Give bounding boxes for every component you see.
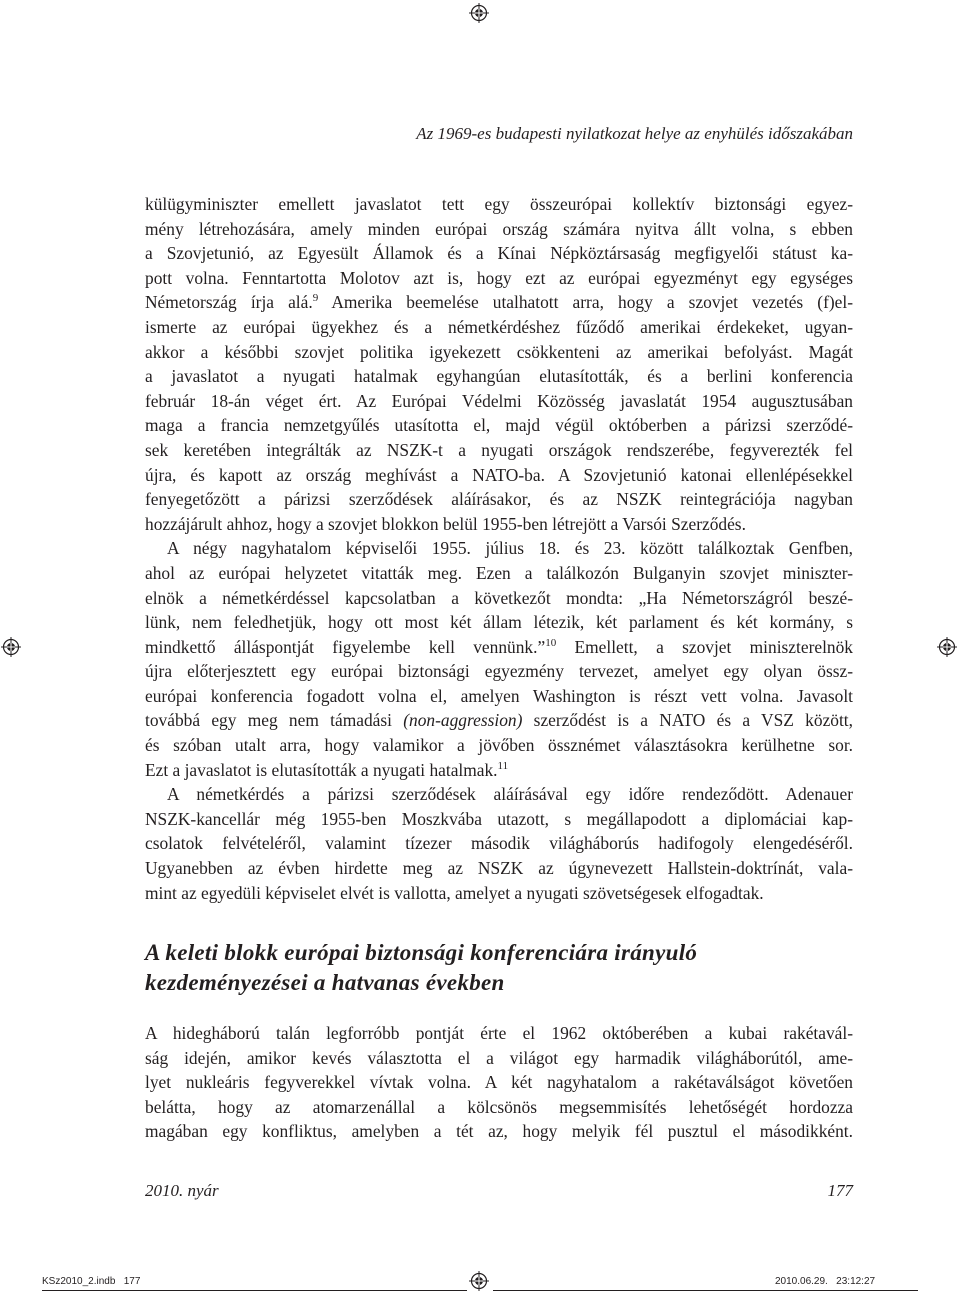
body-text — [145, 1021, 853, 1144]
text-line: elnök a németkérdéssel kapcsolatban a következőt mondta: „Ha Németországról beszé- — [145, 587, 853, 608]
text-line: újra, és kapott az ország meghívást a NATO-ba. A Szovjetunió katonai ellenlépésekkel — [145, 464, 853, 485]
footnote-ref: 9 — [312, 292, 319, 305]
text-line: akkor a későbbi szovjet politika igyekezett csökkenteni az amerikai befolyást. Magát — [145, 341, 853, 362]
text-line: A négy nagyhatalom képviselői 1955. július 18. és 23. között találkoztak Genfben, — [167, 538, 853, 559]
footnote-ref: 11 — [497, 759, 509, 772]
text-line: A hidegháború talán legforróbb pontját érte el 1962 októberében a kubai rakétavál- — [145, 1023, 853, 1043]
slug-date: 2010.06.29. 23:12:27 — [775, 1276, 876, 1287]
text-line: a Szovjetunió, az Egyesült Államok és a Kínai Népköztársaság megfigyelői státust ka- — [145, 243, 853, 264]
page-number: 177 — [827, 1181, 853, 1200]
text-line: február 18-án véget ért. Az Európai Védelmi Közösség javaslatát 1954 augusztusában — [145, 390, 853, 411]
text-line: magában egy konfliktus, amelyben a tét az, hogy melyik fél pusztul el másodikként. — [145, 1121, 853, 1142]
text-line: mény létrehozására, amely minden európai ország számára nyitva állt volna, s ebben — [145, 218, 853, 239]
text-segment: Németország írja alá. — [145, 292, 313, 313]
text-line: ismerte az európai ügyekhez és a németkérdéshez fűződő amerikai érdekeket, ugyan- — [145, 316, 853, 337]
registration-mark-icon — [937, 637, 957, 657]
text-line: NSZK-kancellár még 1955-ben Moszkvába utazott, s megállapodott a diplomáciai kap- — [145, 808, 853, 829]
text-line: csolatok felvételéről, valamint tízezer második világháborús hadifogoly elengedéséről. — [145, 833, 853, 854]
text-segment-italic: (non-aggression) — [403, 710, 523, 731]
text-line — [145, 290, 853, 315]
section-heading — [145, 938, 853, 998]
text-segment: továbbá egy meg nem támadási — [145, 710, 404, 731]
text-line: és szóban utalt arra, hogy valamikor a jövőben össznémet választásokra kerülhetne sor. — [145, 735, 853, 756]
text-line: mint az egyedüli képviselet elvét is vallotta, amelyet a nyugati szövetségesek elfogadtak. — [145, 882, 764, 903]
heading-line: kezdeményezései a hatvanas években — [145, 970, 505, 995]
body-text — [145, 192, 853, 905]
text-line: újra előterjesztett egy európai biztonsági egyezmény tervezet, amelyet egy olyan össz- — [145, 661, 853, 682]
running-header: Az 1969-es budapesti nyilatkozat helye az enyhülés időszakában — [416, 124, 853, 143]
text-line: ság idején, amikor kevés választotta el a világot egy harmadik világháborútól, ame- — [145, 1047, 853, 1068]
text-line: Ugyanebben az évben hirdette meg az NSZK az úgynevezett Hallstein-doktrínát, vala- — [145, 858, 853, 879]
text-line: fenyegetőzött a párizsi szerződések aláírásakor, és az NSZK reintegrációja nagyban — [145, 489, 853, 510]
text-segment: Amerika beemelése utalhatott arra, hogy a szovjet vezetés (f)el- — [318, 292, 853, 313]
text-line: a javaslatot a nyugati hatalmak egyhangúan elutasították, és a berlini konferencia — [145, 366, 853, 387]
slug-divider — [493, 1290, 918, 1291]
text-line: európai konferencia fogadott volna el, amelyen Washington is részt vett volna. Javasolt — [145, 685, 853, 706]
text-line: lyet nukleáris fegyverekkel vívtak volna. A két nagyhatalom a rakétaválságot követően — [145, 1072, 853, 1093]
text-line: pott volna. Fenntartotta Molotov azt is, hogy ezt az európai egyezményt egy egységes — [145, 267, 853, 288]
heading-line: A keleti blokk európai biztonsági konferenciára irányuló — [145, 940, 698, 965]
text-line: belátta, hogy az atomarzenállal a kölcsönös megsemmisítés lehetőségét hordozza — [145, 1096, 853, 1117]
registration-mark-icon — [1, 637, 21, 657]
text-line — [145, 635, 853, 660]
registration-mark-icon — [469, 1271, 489, 1291]
text-line: maga a francia nemzetgyűlés utasította el, majd végül októberben a párizsi szerződé- — [145, 415, 853, 436]
text-segment: szerződést is a NATO és a VSZ között, — [522, 710, 853, 731]
text-segment: mindkettő álláspontját figyelembe kell vennünk.” — [145, 636, 546, 657]
text-line: külügyminiszter emellett javaslatot tett egy összeurópai kollektív biztonsági egyez- — [145, 194, 853, 214]
text-line: ahol az európai helyzetet vitatták meg. Ezen a találkozón Bulganyin szovjet miniszter- — [145, 562, 853, 583]
footer-issue: 2010. nyár — [145, 1181, 219, 1200]
slug-file: KSz2010_2.indb 177 — [42, 1276, 141, 1287]
registration-mark-icon — [469, 3, 489, 23]
text-line — [145, 708, 853, 733]
text-line: hozzájárult ahhoz, hogy a szovjet blokkon belül 1955-ben létrejött a Varsói Szerződés. — [145, 513, 746, 534]
slug-divider — [42, 1290, 467, 1291]
text-line: sek keretében integrálták az NSZK-t a nyugati országok rendszerébe, fegyverezték fel — [145, 439, 853, 460]
text-line — [145, 758, 853, 783]
text-line: A németkérdés a párizsi szerződések aláírásával egy időre rendeződött. Adenauer — [167, 784, 853, 805]
text-segment: Ezt a javaslatot is elutasították a nyugati hatalmak. — [145, 759, 498, 780]
text-segment: Emellett, a szovjet miniszterelnök — [556, 636, 854, 657]
footnote-ref: 10 — [545, 636, 557, 649]
text-line: lünk, nem feledhetjük, hogy ott most két állam létezik, két parlament és két kormány, s — [145, 612, 853, 633]
